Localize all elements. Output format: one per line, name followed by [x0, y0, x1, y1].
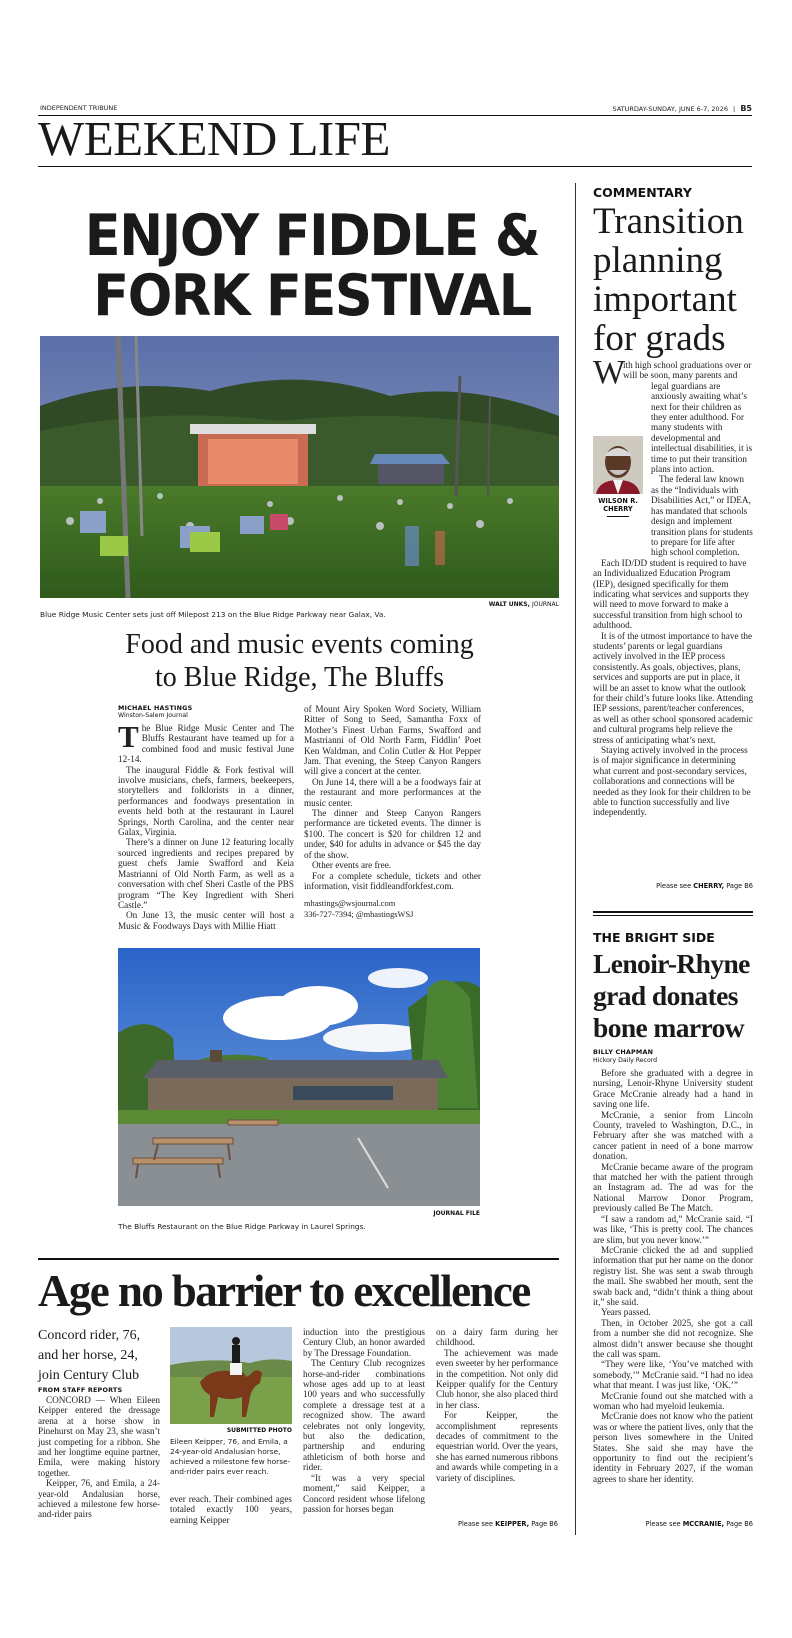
- feature-p6: On June 14, there will a be a foodways fair at the restaurant and more performances at the music center.: [304, 776, 481, 808]
- feature-p8: Other events are free.: [312, 860, 392, 871]
- feature-p2: The inaugural Fiddle & Fork festival will involve musicians, chefs, farmers, beekeepers, storytellers and folklorists in a dinner, performances and foodways presentation in events held both at the restaurant in Laurel Springs, North Carolina, and the center near Galax, Virginia.: [118, 764, 294, 838]
- age-col1: [38, 1395, 160, 1520]
- bluffs-photo: [118, 948, 480, 1206]
- column-divider: [575, 183, 576, 1535]
- page-number: B5: [740, 104, 752, 113]
- commentary-p5: Staying actively involved in the process is of major significance in determining what current and post-secondary services, collaborations and connections will be needed as they look for their children to be able to function successfully and live independently.: [593, 745, 751, 818]
- feature-byline-name: MICHAEL HASTINGS: [118, 704, 193, 712]
- author-photo-box: [593, 436, 649, 528]
- feature-contact-email[interactable]: mhastings@wsjournal.com: [304, 899, 396, 909]
- age-deck: Concord rider, 76, and her horse, 24, join Century Club: [38, 1328, 141, 1383]
- age-jump-name: KEIPPER,: [495, 1520, 530, 1528]
- age-col2: [170, 1494, 292, 1525]
- photo1-caption: Blue Ridge Music Center sets just off Milepost 213 on the Blue Ridge Parkway near Galax, Va.: [40, 610, 386, 619]
- bright-p9: McCranie found out she matched with a woman who had myeloid leukemia.: [593, 1390, 753, 1411]
- bright-jump-page: Page B6: [726, 1520, 753, 1528]
- bright-byline-org: Hickory Daily Record: [593, 1057, 658, 1064]
- author-last-name: CHERRY: [603, 505, 633, 513]
- age-p1: CONCORD — When Eileen Keipper entered the dressage arena at a horse show in Pinehurst on May 23, she wasn’t just competing for a ribbon. She and her longtime equine partner, Emila, were making history together.: [38, 1395, 160, 1478]
- bright-p1: Before she graduated with a degree in nursing, Lenoir-Rhyne University student Grace McCranie already had a hand in saving one life.: [593, 1068, 753, 1110]
- bright-p2: McCranie, a senior from Lincoln County, traveled to Washington, D.C., in February after she was matched with a cancer patient in need of a bone marrow donation.: [593, 1109, 753, 1162]
- feature-col1: [118, 704, 294, 931]
- bright-p10: McCranie does not know who the patient was or where the patient lives, only that the person lives somewhere in the United States. She said she may have the opportunity to find out the recipient’s identity in February 2027, if the woman agrees to share her identity.: [593, 1411, 753, 1484]
- feature-headline-line1: ENJOY FIDDLE &: [84, 203, 540, 269]
- photo1-credit-name: WALT UNKS,: [488, 601, 530, 608]
- bright-p8: “They were like, ‘You’ve matched with somebody,’” McCranie said. “I had no idea what that meant. I was just like, ‘OK.’”: [593, 1359, 753, 1391]
- feature-subhead: [40, 628, 559, 694]
- age-p8: The achievement was made even sweeter by her performance in the competition. Not only did Keipper qualify for the Century Club honor, she also placed third in her class.: [436, 1347, 558, 1410]
- age-p7: on a dairy farm during her childhood.: [436, 1327, 558, 1348]
- feature-byline-org: Winston-Salem Journal: [118, 712, 188, 719]
- age-jump-page: Page B6: [531, 1520, 558, 1528]
- bright-p4: “I saw a random ad,” McCranie said. “I was like, ‘This is pretty cool. The chances are slim, but you never know.’”: [593, 1213, 753, 1245]
- concert-photo: [40, 336, 559, 598]
- age-top-rule: [38, 1258, 559, 1260]
- age-col3: [303, 1327, 425, 1514]
- age-p2: Keipper, 76, and Emila, a 24-year-old Andalusian horse, achieved a milestone few horse-and-rider pairs: [38, 1478, 160, 1520]
- feature-dropcap: T: [118, 719, 139, 754]
- age-p3: ever reach. Their combined ages totaled exactly 100 years, earning Keipper: [170, 1494, 292, 1525]
- photo1-credit: [40, 601, 559, 608]
- section-title: WEEKEND LIFE: [38, 111, 390, 166]
- commentary-headline: Transition planning important for grads: [593, 201, 744, 359]
- paper-name: INDEPENDENT TRIBUNE: [40, 104, 118, 112]
- author-first-name: WILSON R.: [598, 497, 638, 505]
- issue-date: SATURDAY-SUNDAY, JUNE 6-7, 2026 | B5: [612, 104, 752, 113]
- bright-p6: Years passed.: [601, 1307, 651, 1318]
- commentary-dropcap-big: W: [593, 354, 626, 391]
- bright-p3: McCranie became aware of the program that matched her with the patient through an Instagram ad. The ad was for the National Marrow Donor Program, previously called Be The Match.: [593, 1161, 753, 1214]
- feature-p4: On June 13, the music center will host a Music & Foodways Days with Millie Hiatt: [118, 910, 294, 931]
- age-p9: For Keipper, the accomplishment represents decades of commitment to the equestrian world. Over the years, she has earned numerous ribbons and awards while competing in a variety of disciplines.: [436, 1410, 558, 1483]
- commentary-kicker: COMMENTARY: [593, 185, 692, 200]
- bright-rule-2: [593, 915, 753, 916]
- bright-jump[interactable]: [593, 1520, 753, 1528]
- age-col4: [436, 1327, 558, 1483]
- bright-jump-name: MCCRANIE,: [682, 1520, 725, 1528]
- feature-contact-phone: 336-727-7394; @mhastingsWSJ: [304, 909, 414, 919]
- bright-headline: Lenoir-Rhyne grad donates bone marrow: [593, 948, 750, 1043]
- feature-col2: [304, 704, 481, 920]
- age-jump-prefix: Please see: [458, 1520, 494, 1528]
- bright-rule-1: [593, 911, 753, 913]
- bright-jump-prefix: Please see: [645, 1520, 681, 1528]
- feature-p9: For a complete schedule, tickets and other information, visit fiddleandforkfest.com.: [304, 870, 481, 891]
- commentary-p3: Each ID/DD student is required to have an Individualized Education Program (IEP), designed specifically for them indicating what services and supports they will need to move forward to make a successful transition from high school to adulthood.: [593, 557, 749, 631]
- date-text: SATURDAY-SUNDAY, JUNE 6-7, 2026: [612, 105, 728, 113]
- masthead-bottom-rule: [38, 166, 752, 167]
- feature-p7: The dinner and Steep Canyon Rangers performance are ticketed events. The dinner is $100. The concert is $20 for children 12 and under, $40 for adults in advance or $45 the day of the show.: [304, 808, 481, 860]
- commentary-flow: [593, 354, 753, 818]
- bright-body: [593, 1068, 753, 1484]
- commentary-p1-text: ith high school graduations over or will be soon, many parents and legal guardians are anxiously awaiting what’s next for their children as they enter adulthood. For many students with developmental and intellectual disabilities, it is time to put their transition plans into action.: [623, 360, 753, 475]
- age-p4: induction into the prestigious Century Club, an honor awarded by The Dressage Foundation.: [303, 1327, 425, 1358]
- feature-p1: he Blue Ridge Music Center and The Bluffs Restaurant have teamed up for a combined food and music festival June 12-14.: [118, 723, 294, 765]
- age-jump[interactable]: [436, 1520, 558, 1528]
- author-headshot: [593, 436, 643, 494]
- age-p6: “It was a very special moment,” said Keipper, a Concord resident whose lifelong passion for horses began: [303, 1472, 425, 1514]
- dressage-photo: [170, 1327, 292, 1424]
- feature-p5: of Mount Airy Spoken Word Society, William Ritter of Song to Seed, Samantha Foxx of Mother’s Finest Urban Farms, Swafford and Mastrianni of Old North Farm, Fiddlin’ Poet Ken Waldman, and Colin Cutler & Hot Pepper Jam. That evening, the Steep Canyon Rangers will give a concert at the center.: [304, 704, 481, 777]
- feature-subhead-line2: to Blue Ridge, The Bluffs: [154, 662, 445, 693]
- bright-p7: Then, in October 2025, she got a call from a number she did not recognize. She almost didn’t answer because she thought the call was spam.: [593, 1317, 753, 1359]
- feature-headline-line2: FORK FESTIVAL: [93, 263, 531, 329]
- commentary-jump-name: CHERRY,: [693, 882, 725, 890]
- commentary-jump[interactable]: [593, 882, 753, 890]
- bright-kicker: THE BRIGHT SIDE: [593, 930, 715, 945]
- photo2-credit: JOURNAL FILE: [433, 1210, 480, 1217]
- bright-byline-name: BILLY CHAPMAN: [593, 1048, 654, 1056]
- age-byline: FROM STAFF REPORTS: [38, 1386, 123, 1394]
- commentary-jump-page: Page B6: [726, 882, 753, 890]
- feature-headline: [60, 203, 564, 329]
- photo1-credit-org: JOURNAL: [532, 601, 559, 608]
- photo2-caption: The Bluffs Restaurant on the Blue Ridge Parkway in Laurel Springs.: [118, 1222, 366, 1231]
- bright-p5: McCranie clicked the ad and supplied information that put her name on the donor registry list. She was sent a swab through the mail. She swabbed her mouth, sent the swab back and, “didn’t think a thing about it,” she said.: [593, 1244, 753, 1307]
- feature-subhead-line1: Food and music events coming: [125, 629, 474, 660]
- age-headline: Age no barrier to excellence: [38, 1266, 530, 1316]
- dressage-caption: Eileen Keipper, 76, and Emila, a 24-year-old Andalusian horse, achieved a milestone few horse-and-rider pairs ever reach.: [170, 1437, 291, 1476]
- commentary-jump-prefix: Please see: [656, 882, 692, 890]
- dressage-credit: SUBMITTED PHOTO: [226, 1427, 292, 1434]
- commentary-p4: It is of the utmost importance to have the students’ parents or legal guardians actively involved in the IEP process consistently. As goals, objectives, plans, services and supports are put in place, it will be an asset to know what the outlook for their child’s future looks like. Attending IEP sessions, parent/teacher conferences, as well as other school sponsored academic and cultural programs help relieve the stress of anticipating what’s next.: [593, 630, 753, 745]
- commentary-p2: The federal law known as the “Individuals with Disabilities Act,” or IDEA, has mandated that schools design and implement transition plans for students to prepare for life after high school completion.: [651, 474, 753, 558]
- age-p5: The Century Club recognizes horse-and-rider combinations whose ages add up to at least 100 years and who successfully complete a dressage test at a recognized show. The award celebrates not only longevity, but also the dedication, partnership and enduring athleticism of both horse and rider.: [303, 1358, 425, 1473]
- feature-p3: There’s a dinner on June 12 featuring locally sourced ingredients and recipes prepared by guest chefs Jamie Swafford and Keia Mastrianni of Old North Farm, as well as a conversation with chef Sheri Castle of the PBS program “The Key Ingredient with Sheri Castle.”: [118, 837, 294, 910]
